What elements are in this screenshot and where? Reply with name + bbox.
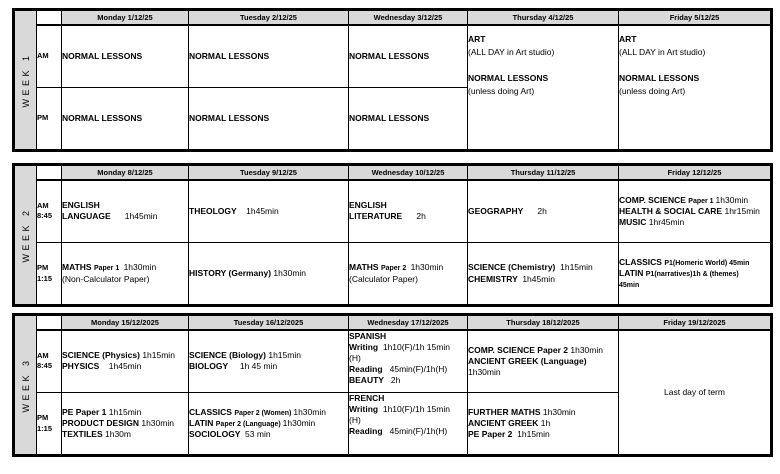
day-header: Thursday 11/12/25 <box>468 165 619 180</box>
text-run: LANGUAGE <box>62 211 111 222</box>
timetable-cell <box>349 393 468 456</box>
period-label: AM <box>37 51 49 61</box>
cell-line <box>189 51 348 62</box>
timetable-cell <box>62 330 189 393</box>
text-run: (Calculator Paper) <box>349 273 418 284</box>
cell-line <box>189 407 348 418</box>
text-run: 1h30m <box>104 429 131 440</box>
cell-line <box>189 429 348 440</box>
week-3-table <box>12 313 773 457</box>
text-run: NORMAL LESSONS <box>349 112 430 123</box>
text-run: 1h30min <box>715 194 749 205</box>
text-run: 45min(F)/1h(H) <box>384 426 448 437</box>
cell-line <box>349 404 467 415</box>
text-run: 1h30min <box>141 417 174 428</box>
corner-cell <box>37 10 62 25</box>
cell-line <box>62 418 188 429</box>
text-run: NORMAL LESSONS <box>189 50 270 61</box>
day-header: Tuesday 16/12/2025 <box>189 315 349 330</box>
text-run: 1h <box>540 417 551 428</box>
cell-line <box>62 200 188 211</box>
timetable-cell <box>189 330 349 393</box>
header-row <box>14 10 772 25</box>
text-run: Paper 2 (Language) <box>215 420 283 428</box>
am-row <box>14 180 772 243</box>
text-run: ART <box>619 33 637 44</box>
text-run: Last day of term <box>664 386 725 397</box>
text-run: (H) <box>349 352 361 363</box>
text-run: (H) <box>349 415 361 426</box>
timetable-cell <box>349 180 468 243</box>
text-run: Reading <box>349 426 385 437</box>
cell-line <box>62 274 188 285</box>
timetable-cell <box>62 25 189 88</box>
text-run: THEOLOGY <box>189 205 237 216</box>
day-header: Friday 19/12/2025 <box>619 315 772 330</box>
text-run: PRODUCT DESIGN <box>62 417 142 428</box>
period-cell-pm <box>37 243 62 306</box>
cell-line <box>619 46 770 59</box>
period-label: PM <box>37 413 49 423</box>
cell-line <box>619 72 770 85</box>
text-run: SPANISH <box>349 330 387 341</box>
timetable-cell <box>468 180 619 243</box>
text-run: (unless doing Art) <box>619 86 686 97</box>
period-cell-am <box>37 25 62 88</box>
timetable-cell <box>349 25 468 88</box>
week-1-table <box>12 8 773 152</box>
text-run: 1h30min <box>570 344 603 355</box>
text-run: BIOLOGY <box>189 361 231 372</box>
text-run: Paper 1 <box>93 265 122 273</box>
cell-line <box>189 113 348 124</box>
cell-line <box>349 393 467 404</box>
week-label: WEEK 1 <box>20 52 31 108</box>
cell-line <box>62 211 188 222</box>
text-run: PE Paper 2 <box>468 429 515 440</box>
period-time: 1:15 <box>37 273 53 283</box>
text-run: (Non-Calculator Paper) <box>62 273 150 284</box>
text-run: 2h <box>402 211 426 222</box>
period-label: PM <box>37 113 49 123</box>
am-row <box>14 25 772 88</box>
cell-line <box>468 262 618 273</box>
cell-line <box>349 353 467 364</box>
text-run: TEXTILES <box>62 429 105 440</box>
text-run: 1h10(F)/1h 15min <box>380 404 450 415</box>
period-cell-am <box>37 180 62 243</box>
period-label: AM <box>37 351 49 361</box>
text-run: 1h30min <box>282 417 316 428</box>
cell-line <box>619 279 770 290</box>
text-run: PHYSICS <box>62 361 102 372</box>
text-run: 1hr45min <box>648 216 685 227</box>
cell-line <box>619 268 770 279</box>
timetable-cell <box>619 25 772 151</box>
text-run: 2h <box>523 205 547 216</box>
cell-line <box>619 217 770 228</box>
period-time: 8:45 <box>37 361 53 371</box>
text-run: LATIN <box>619 267 646 278</box>
text-run: 2h <box>386 374 401 385</box>
period-cell-pm <box>37 393 62 456</box>
cell-line <box>468 418 618 429</box>
text-run: 45min <box>619 282 640 290</box>
week-label: WEEK 2 <box>20 207 31 263</box>
text-run: CLASSICS <box>189 406 235 417</box>
text-run: 1h15min <box>514 429 550 440</box>
text-run: 1h15min <box>142 350 175 361</box>
day-header: Tuesday 2/12/25 <box>189 10 349 25</box>
text-run: ANCIENT GREEK (Language) <box>468 355 587 366</box>
week-label-cell <box>14 165 37 306</box>
cell-line <box>189 361 348 372</box>
text-run: 53 min <box>242 429 271 440</box>
timetable-cell <box>349 243 468 306</box>
day-header: Tuesday 9/12/25 <box>189 165 349 180</box>
text-run: Writing <box>349 341 381 352</box>
cell-line <box>349 375 467 386</box>
cell-line <box>619 59 770 72</box>
cell-line <box>468 33 618 46</box>
period-time: 1:15 <box>37 423 53 433</box>
text-run: Paper 1 <box>688 197 716 205</box>
timetable-cell <box>468 25 619 151</box>
cell-line <box>619 85 770 98</box>
cell-line <box>468 72 618 85</box>
cell-line <box>189 206 348 217</box>
cell-line <box>62 429 188 440</box>
day-header: Monday 1/12/25 <box>62 10 189 25</box>
cell-line <box>468 407 618 418</box>
text-run: FRENCH <box>349 393 385 403</box>
text-run: MUSIC <box>619 216 649 227</box>
text-run: 1hr15min <box>724 205 760 216</box>
text-run: Reading <box>349 363 385 374</box>
cell-line <box>189 418 348 429</box>
text-run: 1h45min <box>110 211 158 222</box>
text-run: NORMAL LESSONS <box>62 112 143 123</box>
cell-line <box>349 113 467 124</box>
cell-line <box>349 415 467 426</box>
text-run: 1h15min <box>557 262 593 273</box>
cell-line <box>468 85 618 98</box>
cell-line <box>468 367 618 378</box>
cell-line <box>349 331 467 342</box>
cell-line <box>349 426 467 437</box>
cell-line <box>468 429 618 440</box>
cell-line <box>619 387 770 398</box>
text-run: 1h30min <box>408 262 444 273</box>
text-run: 1h15min <box>268 350 301 361</box>
text-run: NORMAL LESSONS <box>619 73 700 84</box>
text-run: NORMAL LESSONS <box>62 50 143 61</box>
cell-line <box>468 356 618 367</box>
timetable-cell <box>619 180 772 243</box>
text-run: 1h15min <box>108 406 142 417</box>
cell-line <box>619 195 770 206</box>
text-run: NORMAL LESSONS <box>349 50 430 61</box>
text-run: FURTHER MATHS <box>468 406 543 417</box>
day-header: Thursday 4/12/25 <box>468 10 619 25</box>
text-run: SCIENCE (Biology) <box>189 350 269 361</box>
text-run: BEAUTY <box>349 374 387 385</box>
timetable-cell <box>189 88 349 151</box>
pm-row <box>14 243 772 306</box>
text-run: 1h30min <box>273 267 307 278</box>
am-row <box>14 330 772 393</box>
period-label: AM <box>37 201 49 211</box>
cell-line <box>349 200 467 211</box>
text-run: MATHS <box>62 262 94 273</box>
text-run: COMP. SCIENCE <box>619 194 689 205</box>
cell-line <box>468 59 618 72</box>
text-run: Paper 2 <box>380 265 409 273</box>
text-run: 1h30min <box>542 406 576 417</box>
day-header: Wednesday 3/12/25 <box>349 10 468 25</box>
timetable-cell <box>468 330 619 393</box>
cell-line <box>189 350 348 361</box>
cell-line <box>62 51 188 62</box>
timetable-cell <box>189 25 349 88</box>
text-run: ENGLISH <box>349 200 387 211</box>
corner-cell <box>37 315 62 330</box>
timetable-cell <box>619 243 772 306</box>
text-run: PE Paper 1 <box>62 406 109 417</box>
text-run: LATIN <box>189 417 216 428</box>
text-run: 1h45min <box>519 273 555 284</box>
cell-line <box>619 33 770 46</box>
text-run: 1h30min <box>293 406 326 417</box>
cell-line <box>62 262 188 273</box>
day-header: Thursday 18/12/2025 <box>468 315 619 330</box>
period-label: PM <box>37 263 49 273</box>
timetable-cell <box>62 393 189 456</box>
header-row <box>14 165 772 180</box>
text-run: CLASSICS <box>619 256 665 267</box>
cell-line <box>349 211 467 222</box>
text-run: HISTORY (Germany) <box>189 267 274 278</box>
timetable-cell <box>62 180 189 243</box>
day-header: Wednesday 10/12/25 <box>349 165 468 180</box>
cell-line <box>62 407 188 418</box>
cell-line <box>468 206 618 217</box>
text-run: 45min(F)/1h(H) <box>384 363 448 374</box>
cell-line <box>189 268 348 279</box>
cell-line <box>468 274 618 285</box>
period-cell-pm <box>37 88 62 151</box>
timetable-cell <box>349 330 468 393</box>
cell-line <box>62 361 188 372</box>
text-run: (unless doing Art) <box>468 86 535 97</box>
period-time: 8:45 <box>37 211 53 221</box>
text-run: HEALTH & SOCIAL CARE <box>619 205 725 216</box>
week-label-cell <box>14 10 37 151</box>
text-run: P1(narratives)1h & (themes) <box>645 270 739 278</box>
text-run: Paper 2 (Women) <box>234 409 294 417</box>
day-header: Monday 8/12/25 <box>62 165 189 180</box>
timetable-cell <box>62 243 189 306</box>
cell-line <box>349 274 467 285</box>
text-run: 1h45min <box>236 205 279 216</box>
cell-line <box>468 46 618 59</box>
cell-line <box>468 345 618 356</box>
day-header: Wednesday 17/12/2025 <box>349 315 468 330</box>
week-2-table <box>12 163 773 307</box>
timetable-cell <box>189 393 349 456</box>
timetable-cell <box>189 180 349 243</box>
text-run: LITERATURE <box>349 211 403 222</box>
text-run: ANCIENT GREEK <box>468 417 541 428</box>
timetable-cell <box>189 243 349 306</box>
text-run: SCIENCE (Physics) <box>62 350 143 361</box>
text-run: COMP. SCIENCE Paper 2 <box>468 344 571 355</box>
text-run: ART <box>468 33 486 44</box>
text-run: MATHS <box>349 262 381 273</box>
day-header: Monday 15/12/2025 <box>62 315 189 330</box>
text-run: (ALL DAY in Art studio) <box>468 46 555 57</box>
text-run: 1h 45 min <box>230 361 278 372</box>
text-run: 1h45min <box>101 361 142 372</box>
period-cell-am <box>37 330 62 393</box>
cell-line <box>62 350 188 361</box>
cell-line <box>349 51 467 62</box>
cell-line <box>619 257 770 268</box>
text-run: (ALL DAY in Art studio) <box>619 46 706 57</box>
week-label: WEEK 3 <box>20 357 31 413</box>
timetable-cell <box>468 393 619 456</box>
text-run: SCIENCE (Chemistry) <box>468 262 558 273</box>
timetable-cell <box>349 88 468 151</box>
cell-line <box>349 262 467 273</box>
timetable-cell <box>468 243 619 306</box>
week-label-cell <box>14 315 37 456</box>
text-run: 1h30min <box>121 262 157 273</box>
text-run: Writing <box>349 404 381 415</box>
corner-cell <box>37 165 62 180</box>
text-run: ENGLISH <box>62 200 100 211</box>
text-run: NORMAL LESSONS <box>468 73 549 84</box>
text-run: GEOGRAPHY <box>468 205 524 216</box>
header-row <box>14 315 772 330</box>
text-run: 1h10(F)/1h 15min <box>380 341 450 352</box>
text-run: SOCIOLOGY <box>189 429 243 440</box>
timetable-cell <box>62 88 189 151</box>
cell-line <box>619 206 770 217</box>
text-run: 1h30min <box>468 366 501 377</box>
cell-line <box>62 113 188 124</box>
text-run: P1(Homeric World) 45min <box>664 259 750 267</box>
timetable-cell <box>619 330 772 456</box>
day-header: Friday 5/12/25 <box>619 10 772 25</box>
cell-line <box>349 342 467 353</box>
cell-line <box>349 364 467 375</box>
text-run: CHEMISTRY <box>468 273 520 284</box>
day-header: Friday 12/12/25 <box>619 165 772 180</box>
text-run: NORMAL LESSONS <box>189 112 270 123</box>
